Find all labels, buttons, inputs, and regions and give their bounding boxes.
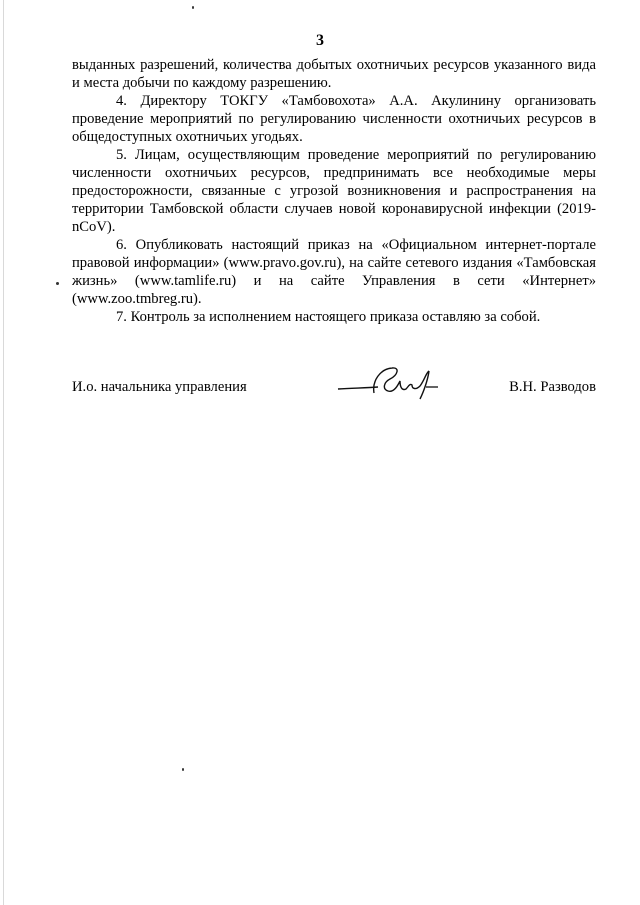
paragraph-item-4: 4. Директору ТОКГУ «Тамбовохота» А.А. Акулинину организовать проведение мероприятий по регулированию численности охотничьих ресурсов в общедоступных охотничьих угодьях. bbox=[72, 93, 596, 145]
signatory-name: В.Н. Разводов bbox=[509, 379, 596, 395]
scan-speck bbox=[192, 6, 194, 9]
handwritten-signature bbox=[334, 363, 454, 403]
scan-edge-line bbox=[3, 0, 4, 905]
paragraph-continuation: выданных разрешений, количества добытых охотничьих ресурсов указанного вида и места добычи по каждому разрешению. bbox=[72, 57, 596, 91]
paragraph-item-7: 7. Контроль за исполнением настоящего приказа оставляю за собой. bbox=[116, 309, 541, 325]
paragraph-item-5: 5. Лицам, осуществляющим проведение мероприятий по регулированию численности охотничьих ресурсов, предпринимать все необходимые меры предосторожности, связанные с угрозой возникновения и распространения на территории Тамбовской области случаев новой коронавирусной инфекции (2019-nCoV). bbox=[72, 147, 596, 235]
page-number: 3 bbox=[316, 32, 324, 49]
signatory-title: И.о. начальника управления bbox=[72, 379, 247, 395]
scan-speck bbox=[182, 768, 184, 771]
signature-block bbox=[72, 379, 596, 409]
scan-speck bbox=[56, 282, 59, 285]
paragraph-item-6: 6. Опубликовать настоящий приказ на «Официальном интернет-портале правовой информации» (www.pravo.gov.ru), на сайте сетевого издания «Тамбовская жизнь» (www.tamlife.ru) и на сайте Управления в сети «Интернет» (www.zoo.tmbreg.ru). bbox=[72, 237, 596, 307]
document-body bbox=[72, 56, 596, 326]
